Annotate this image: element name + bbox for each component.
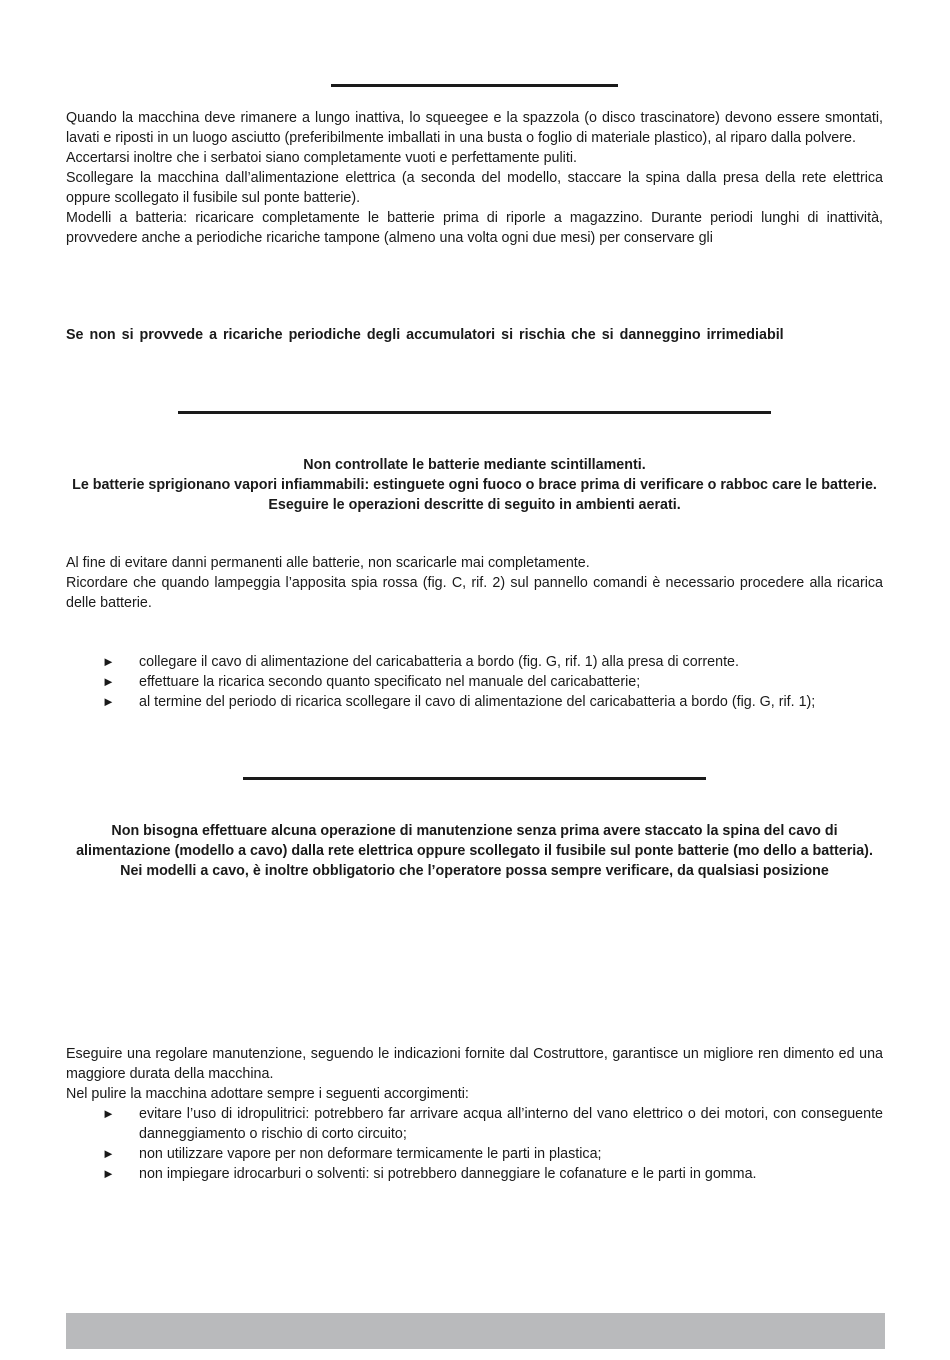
storage-warning: Se non si provvede a ricariche periodiche degli accumulatori si rischia che si danneggino irrimediabil [66,327,784,343]
list-item: ► al termine del periodo di ricarica scollegare il cavo di alimentazione del caricabatteria a bordo (fig. G, rif. 1); [102,694,816,710]
heading-rule-storage [331,84,618,87]
storage-text [66,108,883,248]
warning-line: Nei modelli a cavo, è inoltre obbligatorio che l’operatore possa sempre verificare, da qualsiasi posizione [120,863,829,879]
arrow-bullet-icon: ► [102,674,115,689]
battery-steps [66,652,883,712]
warning-line: Non controllate le batterie mediante scintillamenti. [303,457,646,473]
heading-rule-maintenance [243,777,706,780]
list-item: ► non impiegare idrocarburi o solventi: si potrebbero danneggiare le cofanature e le parti in gomma. [102,1166,757,1182]
paragraph: Ricordare che quando lampeggia l’apposita spia rossa (fig. C, rif. 2) sul pannello comandi è necessario procedere alla ricarica delle batterie. [66,575,883,611]
maintenance-text [66,1044,883,1184]
arrow-bullet-icon: ► [102,654,115,669]
arrow-bullet-icon: ► [102,1146,115,1161]
paragraph: Scollegare la macchina dall’alimentazione elettrica (a seconda del modello, staccare la spina dalla presa della rete elettrica oppure scollegato il fusibile sul ponte batterie). [66,170,883,206]
warning-line: Le batterie sprigionano vapori infiammabili: estinguete ogni fuoco o brace prima di verificare o rabboc care le batterie. [72,477,877,493]
arrow-bullet-icon: ► [102,1166,115,1181]
paragraph: Quando la macchina deve rimanere a lungo inattiva, lo squeegee e la spazzola (o disco trascinatore) devono essere smontati, lavati e riposti in un luogo asciutto (preferibilmente imballati in una busta o foglio di materiale plastico), al riparo dalla polvere. [66,110,883,146]
list-item: ► evitare l’uso di idropulitrici: potrebbero far arrivare acqua all’interno del vano elettrico o dei motori, con conseguente danneggiamento o rischio di corto circuito; [102,1106,883,1142]
arrow-bullet-icon: ► [102,1106,115,1121]
warning-line: Non bisogna effettuare alcuna operazione di manutenzione senza prima avere staccato la spina del cavo di alimentazione (modello a cavo) dalla rete elettrica oppure scollegato il fusibile sul ponte batterie (mo dello a batteria). [76,823,873,859]
paragraph: Modelli a batteria: ricaricare completamente le batterie prima di riporle a magazzino. Durante periodi lunghi di inattività, provvedere anche a periodiche ricariche tampone (almeno una volta ogni due mesi) per conservare gli [66,210,883,246]
footer-bar [66,1313,885,1349]
list-item: ► effettuare la ricarica secondo quanto specificato nel manuale del caricabatterie; [102,674,641,690]
battery-text [66,553,883,613]
paragraph: Al fine di evitare danni permanenti alle batterie, non scaricarle mai completamente. [66,555,590,571]
paragraph: Accertarsi inoltre che i serbatoi siano completamente vuoti e perfettamente puliti. [66,150,577,166]
paragraph: Eseguire una regolare manutenzione, seguendo le indicazioni fornite dal Costruttore, garantisce un migliore ren dimento ed una maggiore durata della macchina. [66,1046,883,1082]
warning-line: Eseguire le operazioni descritte di seguito in ambienti aerati. [268,497,681,513]
arrow-bullet-icon: ► [102,694,115,709]
maintenance-warning-box [66,821,883,881]
heading-rule-battery [178,411,771,414]
paragraph: Nel pulire la macchina adottare sempre i seguenti accorgimenti: [66,1086,469,1102]
list-item: ► non utilizzare vapore per non deformare termicamente le parti in plastica; [102,1146,602,1162]
list-item: ► collegare il cavo di alimentazione del caricabatteria a bordo (fig. G, rif. 1) alla presa di corrente. [102,654,739,670]
battery-warning-box [66,455,883,515]
